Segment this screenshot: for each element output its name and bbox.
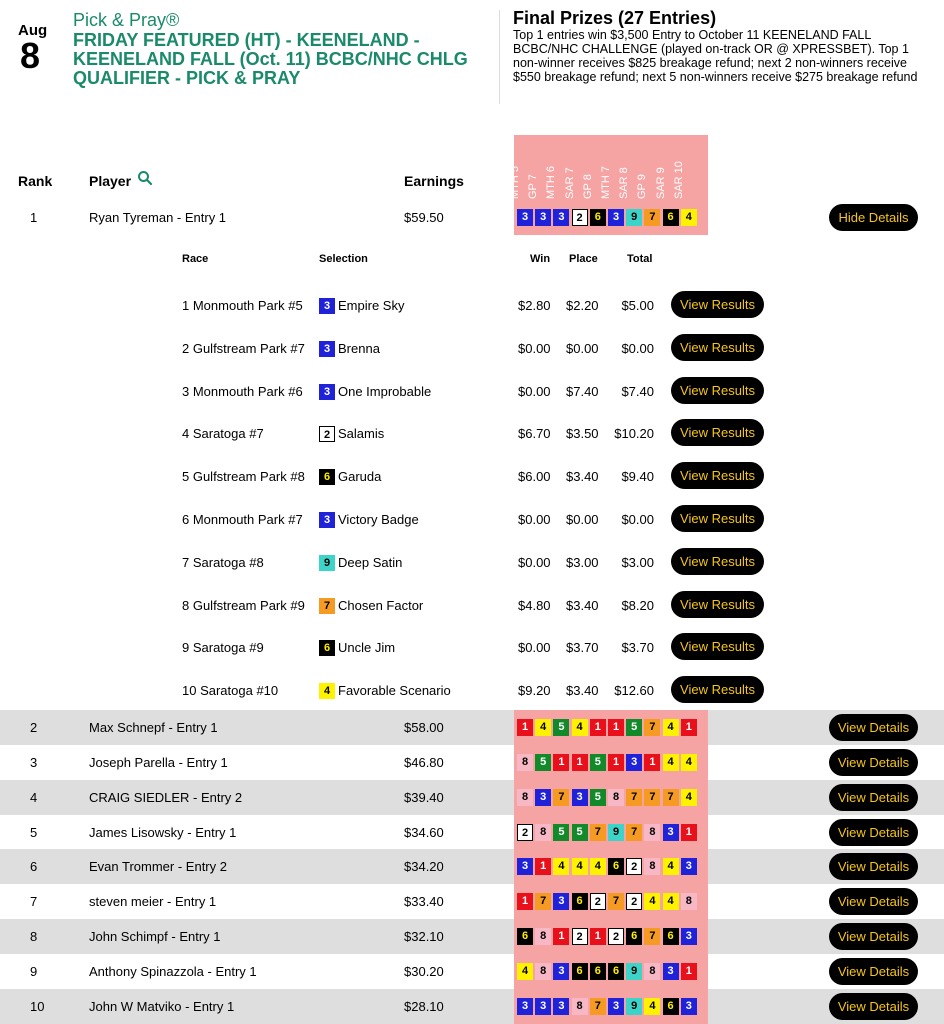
pick-strip	[514, 200, 708, 235]
pick-badge: 2	[608, 928, 624, 945]
pick-badge: 6	[626, 928, 642, 945]
pick-badge: 1	[517, 719, 533, 736]
pick-badge: 3	[553, 963, 569, 980]
table-row	[0, 849, 944, 884]
rank-cell: 4	[30, 789, 38, 805]
place-payout: $3.50	[566, 426, 599, 442]
pick-badge: 9	[626, 998, 642, 1015]
selection-number: 4	[319, 683, 335, 699]
win-payout: $0.00	[518, 383, 551, 399]
rank-cell: 5	[30, 824, 38, 840]
race-header-label: SAR 7	[563, 167, 576, 199]
pick-badge: 7	[535, 893, 551, 910]
pick-badge: 7	[626, 824, 642, 841]
total-payout: $10.20	[614, 426, 654, 442]
view-results-button[interactable]: View Results	[671, 676, 764, 703]
pick-badge: 3	[553, 209, 569, 226]
place-payout: $3.00	[566, 554, 599, 570]
view-results-button[interactable]: View Results	[671, 334, 764, 361]
selection-horse: Brenna	[338, 340, 380, 356]
player-name[interactable]: CRAIG SIEDLER - Entry 2	[89, 789, 243, 805]
pick-badge: 1	[681, 824, 697, 841]
pick-badge: 1	[608, 719, 624, 736]
pick-badge: 8	[517, 789, 533, 806]
win-payout: $6.70	[518, 426, 551, 442]
table-row	[0, 954, 944, 989]
earnings-cell: $58.00	[404, 720, 444, 735]
player-name[interactable]: Ryan Tyreman - Entry 1	[89, 210, 227, 225]
pick-badge: 8	[535, 963, 551, 980]
pick-strip	[514, 954, 708, 989]
header-divider	[499, 10, 500, 104]
rank-cell: 3	[30, 754, 38, 770]
pick-badge: 6	[590, 963, 606, 980]
pick-badge: 2	[626, 893, 642, 910]
pick-badge: 4	[663, 754, 679, 771]
table-row	[0, 780, 944, 815]
pick-badge: 6	[572, 893, 588, 910]
pick-strip	[514, 919, 708, 954]
pick-badge: 4	[681, 789, 697, 806]
pick-badge: 8	[644, 963, 660, 980]
earnings-cell: $34.60	[404, 824, 444, 840]
total-payout: $5.00	[621, 298, 654, 313]
detail-race: 7 Saratoga #8	[182, 554, 264, 570]
selection-horse: Favorable Scenario	[338, 683, 451, 699]
selection-number: 3	[319, 512, 335, 528]
earnings-cell: $28.10	[404, 998, 444, 1014]
race-header-label: MTH 5	[509, 166, 521, 199]
pick-badge: 2	[626, 858, 642, 875]
place-payout: $0.00	[566, 512, 599, 527]
pick-badge: 9	[626, 963, 642, 980]
pick-badge: 4	[663, 719, 679, 736]
selection-number: 3	[319, 341, 335, 357]
pick-badge: 3	[663, 824, 679, 841]
pick-badge: 4	[644, 893, 660, 910]
race-header-label: GP 7	[527, 174, 540, 199]
selection-horse: Victory Badge	[338, 512, 419, 527]
selection-horse: Deep Satin	[338, 554, 403, 570]
rank-cell: 2	[30, 720, 38, 735]
view-results-button[interactable]: View Results	[671, 291, 764, 318]
pick-badge: 1	[535, 858, 551, 875]
pick-badge: 4	[681, 754, 697, 771]
pick-badge: 6	[663, 998, 679, 1015]
detail-race: 8 Gulfstream Park #9	[182, 597, 305, 613]
pick-badge: 3	[517, 858, 533, 875]
place-payout: $3.40	[566, 469, 599, 485]
pick-badge: 9	[626, 209, 642, 226]
view-details-button[interactable]: View Details	[829, 923, 918, 950]
pick-badge: 4	[681, 209, 697, 226]
pick-badge: 4	[663, 893, 679, 910]
win-payout: $0.00	[518, 340, 551, 356]
pick-badge: 1	[608, 754, 624, 771]
race-header	[672, 137, 698, 199]
detail-total-header: Total	[627, 253, 653, 265]
race-header-label: SAR 9	[654, 167, 667, 199]
table-row	[0, 815, 944, 850]
rank-cell: 1	[30, 210, 38, 225]
place-payout: $0.00	[566, 340, 599, 356]
pick-strip	[514, 710, 708, 745]
table-row	[0, 884, 944, 919]
pick-badge: 9	[608, 824, 624, 841]
prize-title: Final Prizes (27 Entries)	[513, 8, 717, 28]
selection-number: 2	[319, 426, 335, 442]
total-payout: $3.00	[621, 554, 654, 570]
race-header-label: GP 8	[581, 174, 594, 199]
total-payout: $12.60	[614, 683, 654, 699]
detail-row	[0, 369, 944, 412]
pick-badge: 7	[608, 893, 624, 910]
detail-selection-header: Selection	[319, 253, 368, 265]
view-details-button[interactable]: View Details	[829, 958, 918, 985]
place-payout: $3.40	[566, 597, 599, 613]
selection-number: 3	[319, 298, 335, 314]
selection-horse: Empire Sky	[338, 298, 405, 313]
contest-title: FRIDAY FEATURED (HT) - KEENELAND - KEENELAND FALL (Oct. 11) BCBC/NHC CHLG QUALIFIER - PICK & PRAY	[73, 30, 468, 88]
win-payout: $0.00	[518, 512, 551, 527]
pick-badge: 6	[517, 928, 533, 945]
detail-row	[0, 583, 944, 626]
earnings-cell: $59.50	[404, 210, 444, 225]
pick-badge: 8	[644, 824, 660, 841]
total-payout: $8.20	[621, 597, 654, 613]
pick-badge: 5	[553, 824, 569, 841]
pick-badge: 6	[590, 209, 606, 226]
date-day: 8	[20, 35, 41, 76]
selection-horse: Garuda	[338, 469, 382, 485]
view-results-button[interactable]: View Results	[671, 548, 764, 575]
view-details-button[interactable]: View Details	[829, 714, 918, 741]
date-month: Aug	[18, 22, 48, 39]
selection-number: 7	[319, 598, 335, 614]
win-payout: $0.00	[518, 554, 551, 570]
detail-race: 6 Monmouth Park #7	[182, 512, 303, 527]
player-name[interactable]: Evan Trommer - Entry 2	[89, 859, 227, 875]
pick-badge: 6	[608, 858, 624, 875]
pick-badge: 5	[590, 789, 606, 806]
earnings-cell: $46.80	[404, 754, 444, 770]
earnings-cell: $30.20	[404, 963, 444, 979]
pick-badge: 3	[535, 209, 551, 226]
pick-badge: 7	[644, 789, 660, 806]
detail-row	[0, 411, 944, 454]
pick-badge: 3	[572, 789, 588, 806]
win-payout: $9.20	[518, 683, 551, 699]
contest-brand: Pick & Pray®	[73, 10, 180, 30]
pick-badge: 6	[663, 209, 679, 226]
pick-badge: 5	[535, 754, 551, 771]
table-row	[0, 710, 944, 745]
earnings-cell: $34.20	[404, 859, 444, 875]
pick-strip	[514, 884, 708, 919]
view-results-button[interactable]: View Results	[671, 377, 764, 404]
win-payout: $2.80	[518, 298, 551, 313]
pick-badge: 8	[644, 858, 660, 875]
win-payout: $4.80	[518, 597, 551, 613]
pick-badge: 6	[663, 928, 679, 945]
pick-badge: 7	[590, 998, 606, 1015]
player-name[interactable]: Max Schnepf - Entry 1	[89, 720, 218, 735]
table-row	[0, 919, 944, 954]
pick-badge: 3	[535, 789, 551, 806]
pick-badge: 7	[663, 789, 679, 806]
rank-cell: 7	[30, 894, 38, 910]
detail-race-header: Race	[182, 253, 209, 265]
view-details-button[interactable]: View Details	[829, 888, 918, 915]
view-details-button[interactable]: View Details	[829, 749, 918, 776]
rank-header: Rank	[18, 173, 53, 189]
detail-row	[0, 326, 944, 369]
total-payout: $0.00	[621, 512, 654, 527]
place-payout: $7.40	[566, 383, 599, 399]
pick-badge: 7	[590, 824, 606, 841]
selection-horse: Salamis	[338, 426, 385, 442]
pick-badge: 8	[517, 754, 533, 771]
pick-badge: 4	[572, 858, 588, 875]
earnings-cell: $39.40	[404, 789, 444, 805]
detail-race: 9 Saratoga #9	[182, 640, 264, 656]
pick-badge: 3	[517, 209, 533, 226]
view-results-button[interactable]: View Results	[671, 419, 764, 446]
detail-race: 2 Gulfstream Park #7	[182, 340, 305, 356]
detail-race: 1 Monmouth Park #5	[182, 298, 303, 313]
win-payout: $6.00	[518, 469, 551, 485]
rank-cell: 8	[30, 929, 38, 945]
view-results-button[interactable]: View Results	[671, 633, 764, 660]
player-header: Player	[89, 173, 132, 189]
pick-badge: 5	[553, 719, 569, 736]
pick-badge: 5	[572, 824, 588, 841]
pick-badge: 1	[590, 719, 606, 736]
detail-row	[0, 668, 944, 711]
pick-badge: 4	[644, 998, 660, 1015]
pick-badge: 4	[663, 858, 679, 875]
pick-badge: 2	[572, 209, 588, 226]
rank-cell: 6	[30, 859, 38, 875]
player-name[interactable]: John Schimpf - Entry 1	[89, 929, 221, 945]
selection-number: 6	[319, 469, 335, 485]
pick-badge: 3	[681, 858, 697, 875]
detail-race: 4 Saratoga #7	[182, 426, 264, 442]
pick-strip	[514, 849, 708, 884]
pick-badge: 2	[572, 928, 588, 945]
pick-badge: 2	[590, 893, 606, 910]
player-name[interactable]: steven meier - Entry 1	[89, 894, 217, 910]
pick-badge: 4	[517, 963, 533, 980]
pick-badge: 3	[608, 998, 624, 1015]
race-header-label: SAR 10	[672, 161, 685, 199]
detail-row	[0, 497, 944, 540]
pick-badge: 5	[626, 719, 642, 736]
pick-badge: 4	[572, 719, 588, 736]
pick-badge: 4	[553, 858, 569, 875]
pick-badge: 8	[572, 998, 588, 1015]
rank-cell: 9	[30, 963, 38, 979]
pick-badge: 8	[535, 824, 551, 841]
rank-cell: 10	[30, 998, 45, 1014]
pick-badge: 3	[517, 998, 533, 1015]
selection-number: 3	[319, 384, 335, 400]
pick-badge: 3	[681, 928, 697, 945]
pick-badge: 1	[553, 754, 569, 771]
pick-badge: 1	[553, 928, 569, 945]
pick-strip	[514, 989, 708, 1024]
pick-badge: 7	[644, 719, 660, 736]
selection-number: 6	[319, 640, 335, 656]
place-payout: $3.40	[566, 683, 599, 699]
selection-horse: Chosen Factor	[338, 597, 424, 613]
earnings-cell: $32.10	[404, 929, 444, 945]
selection-number: 9	[319, 555, 335, 571]
pick-badge: 8	[681, 893, 697, 910]
pick-badge: 2	[517, 824, 533, 841]
view-results-button[interactable]: View Results	[671, 505, 764, 532]
view-results-button[interactable]: View Results	[671, 591, 764, 618]
table-row	[0, 989, 944, 1024]
player-name[interactable]: James Lisowsky - Entry 1	[89, 824, 237, 840]
detail-win-header: Win	[530, 253, 551, 265]
total-payout: $3.70	[621, 640, 654, 656]
place-payout: $3.70	[566, 640, 599, 656]
player-name[interactable]: John W Matviko - Entry 1	[89, 998, 235, 1014]
detail-race: 5 Gulfstream Park #8	[182, 469, 305, 485]
detail-row	[0, 454, 944, 497]
pick-badge: 3	[626, 754, 642, 771]
player-name[interactable]: Joseph Parella - Entry 1	[89, 754, 228, 770]
search-icon[interactable]	[137, 170, 153, 191]
pick-badge: 7	[644, 209, 660, 226]
pick-strip	[514, 780, 708, 815]
pick-badge: 1	[517, 893, 533, 910]
earnings-header: Earnings	[404, 173, 464, 189]
detail-race: 10 Saratoga #10	[182, 683, 279, 699]
total-payout: $7.40	[621, 383, 654, 399]
place-payout: $2.20	[566, 298, 599, 313]
pick-badge: 3	[535, 998, 551, 1015]
pick-badge: 1	[681, 963, 697, 980]
pick-badge: 3	[681, 998, 697, 1015]
hide-details-button[interactable]: Hide Details	[829, 204, 918, 231]
detail-race: 3 Monmouth Park #6	[182, 383, 303, 399]
pick-strip	[514, 745, 708, 780]
pick-badge: 1	[590, 928, 606, 945]
race-header-label: SAR 8	[618, 167, 631, 199]
view-details-button[interactable]: View Details	[829, 853, 918, 880]
selection-horse: Uncle Jim	[338, 640, 396, 656]
pick-badge: 3	[608, 209, 624, 226]
pick-badge: 3	[553, 998, 569, 1015]
pick-badge: 3	[663, 963, 679, 980]
race-header-label: MTH 6	[545, 166, 558, 199]
pick-badge: 1	[644, 754, 660, 771]
pick-strip	[514, 815, 708, 850]
view-details-button[interactable]: View Details	[829, 784, 918, 811]
table-row	[0, 200, 944, 235]
pick-badge: 7	[553, 789, 569, 806]
race-header-label: MTH 7	[600, 166, 612, 199]
pick-badge: 6	[608, 963, 624, 980]
pick-badge: 1	[572, 754, 588, 771]
selection-horse: One Improbable	[338, 383, 432, 399]
table-row	[0, 745, 944, 780]
player-name[interactable]: Anthony Spinazzola - Entry 1	[89, 963, 257, 979]
pick-badge: 4	[535, 719, 551, 736]
pick-badge: 8	[535, 928, 551, 945]
win-payout: $0.00	[518, 640, 551, 656]
pick-badge: 8	[608, 789, 624, 806]
earnings-cell: $33.40	[404, 894, 444, 910]
detail-row	[0, 625, 944, 668]
pick-badge: 5	[590, 754, 606, 771]
detail-row	[0, 540, 944, 583]
pick-badge: 4	[590, 858, 606, 875]
pick-badge: 7	[626, 789, 642, 806]
view-details-button[interactable]: View Details	[829, 819, 918, 846]
detail-place-header: Place	[569, 253, 598, 265]
pick-badge: 1	[681, 719, 697, 736]
prize-description: Top 1 entries win $3,500 Entry to October 11 KEENELAND FALL BCBC/NHC CHALLENGE (played on-track OR @ XPRESSBET). Top 1 non-winner receives $825 breakage refund; next 2 non-winners receive $550 breakage refund; next 5 non-winners receive $275 breakage refund	[513, 28, 918, 84]
total-payout: $9.40	[621, 469, 654, 485]
pick-badge: 6	[572, 963, 588, 980]
total-payout: $0.00	[621, 340, 654, 356]
view-details-button[interactable]: View Details	[829, 993, 918, 1020]
detail-row	[0, 283, 944, 326]
pick-badge: 3	[553, 893, 569, 910]
race-header-label: GP 9	[636, 174, 649, 199]
pick-badge: 7	[644, 928, 660, 945]
view-results-button[interactable]: View Results	[671, 462, 764, 489]
